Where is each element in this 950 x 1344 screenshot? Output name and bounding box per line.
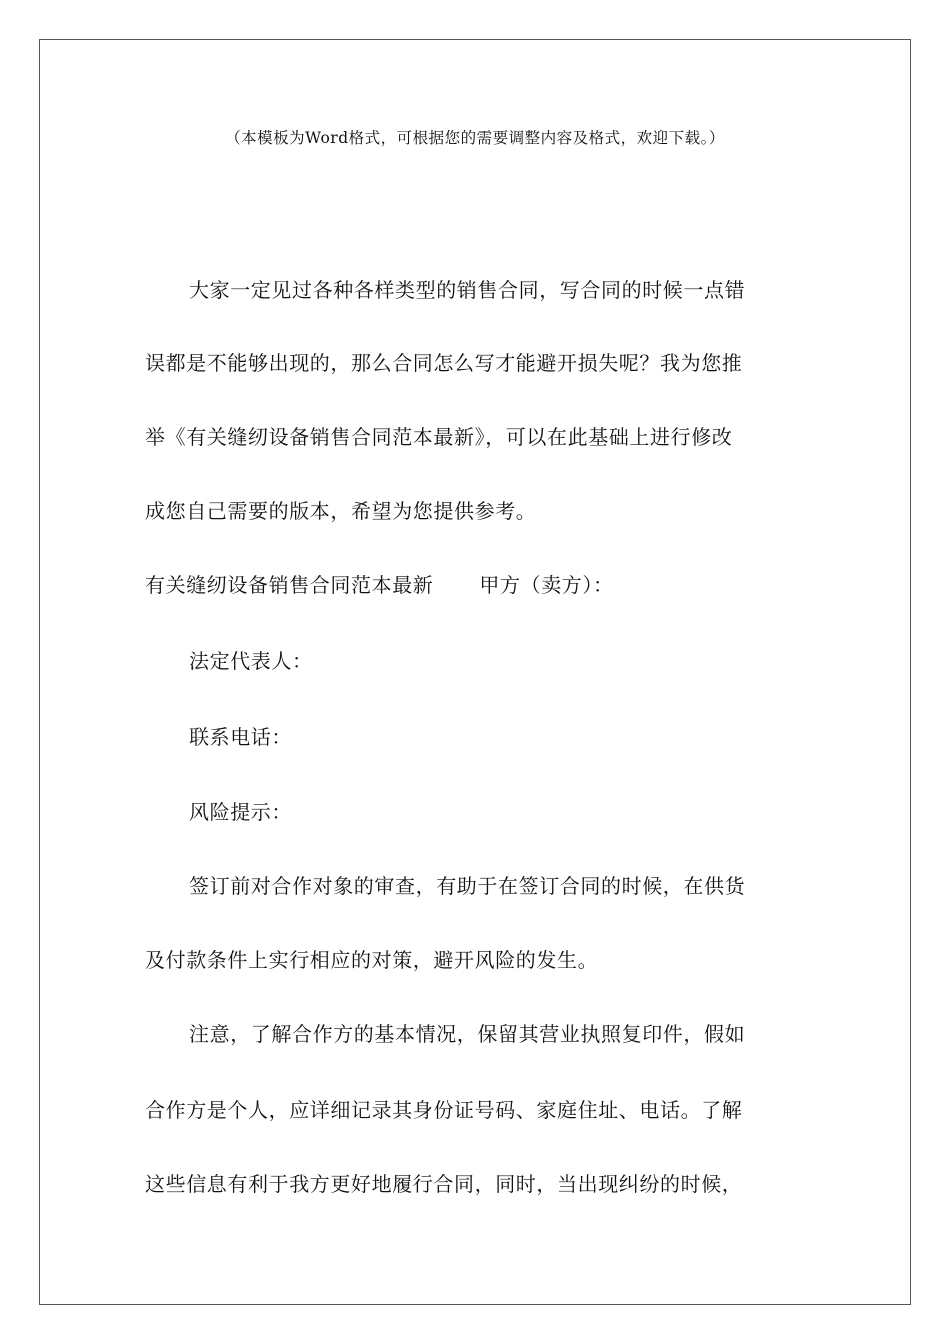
legal-rep-label: 法定代表人： — [189, 649, 313, 673]
risk-title: 风险提示： — [189, 800, 292, 824]
intro-line-1: 大家一定见过各种各样类型的销售合同，写合同的时候一点错 — [189, 278, 746, 302]
intro-line-3: 举《有关缝纫设备销售合同范本最新》，可以在此基础上进行修改 — [145, 425, 733, 449]
contract-heading-row — [145, 570, 614, 600]
note-line-2: 合作方是个人，应详细记录其身份证号码、家庭住址、电话。了解 — [145, 1098, 743, 1122]
contract-title: 有关缝纫设备销售合同范本最新 — [145, 573, 434, 597]
note-line-1: 注意，了解合作方的基本情况，保留其营业执照复印件，假如 — [189, 1022, 746, 1046]
template-note: （本模板为Word格式，可根据您的需要调整内容及格式，欢迎下载。） — [225, 129, 725, 147]
note-line-3: 这些信息有利于我方更好地履行合同，同时，当出现纠纷的时候， — [145, 1172, 743, 1196]
phone-label: 联系电话： — [189, 725, 292, 749]
intro-line-4: 成您自己需要的版本，希望为您提供参考。 — [145, 499, 537, 523]
risk-line-1: 签订前对合作对象的审查，有助于在签订合同的时候，在供货 — [189, 874, 746, 898]
risk-line-2: 及付款条件上实行相应的对策，避开风险的发生。 — [145, 948, 599, 972]
party-a-label: 甲方（卖方）： — [479, 573, 614, 597]
intro-line-2: 误都是不能够出现的，那么合同怎么写才能避开损失呢？我为您推 — [145, 351, 743, 375]
